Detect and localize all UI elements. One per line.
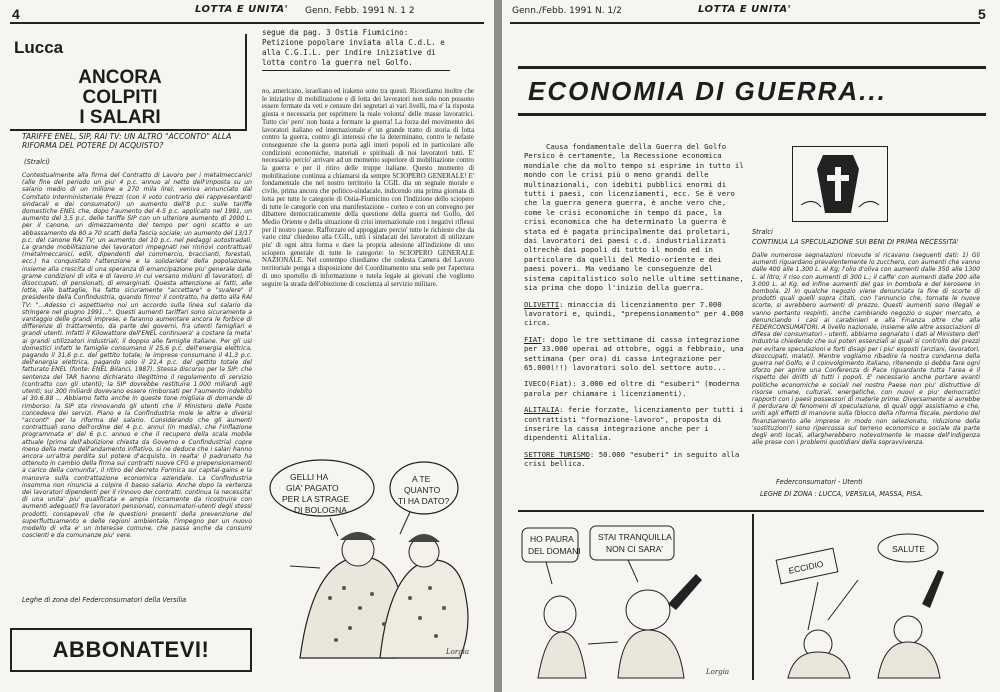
article-subhead: TARIFFE ENEL, SIP, RAI TV: UN ALTRO "ACCONTO" ALLA RIFORMA DEL POTERE DI ACQUISTO? [22, 132, 232, 150]
svg-text:DI BOLOGNA: DI BOLOGNA [294, 505, 347, 515]
cartoon-separator [752, 514, 754, 680]
news-item-olivetti: OLIVETTI: minaccia di licenziamento per 7.000 lavoratori e, quindi, "prepensionamento" per 4.000 circa. [524, 299, 744, 328]
svg-text:PER LA STRAGE: PER LA STRAGE [282, 494, 350, 504]
main-title: ECONOMIA DI GUERRA... [518, 66, 986, 116]
news-item-alitalia: ALITALIA: ferie forzate, licenziamento per tutti i contrattisti "formazione-lavoro", proposta di inserire la cassa integrazione anche per i dipendenti Alitalia. [524, 405, 744, 443]
svg-text:STAI TRANQUILLA: STAI TRANQUILLA [598, 532, 672, 542]
article-body-col2: no, americano, israeliano ed irakeno sono tra questi. Ricordiamo inoltre che le iniziative di mobilitazione e di lotta dei lavoratori non solo non possono essere fermate da veti e censure dei segretari ai vari livelli, ma e' la risposta giusta e necessaria per esprimere la reale volonta' delle masse lavoratrici. Tutto cio' pero' non basta a fermare la guerra! La forza del movimento dei lavoratori italiano ed internazionale e' un grande tratto di storia di lotta contro la guerra, contro gli interessi che la determinano, contro le nefaste conseguenze che la guerra porta agli interi popoli ed in particolare alle condizioni economiche, materiali e spirituali di noi lavoratori tutti. E' necessario percio' arrivare ad un momento superiore di mobilitazione contro la guerra e per il ritiro delle truppe italiane. Questo momento di mobilitazione continua a chiamarsi da sempre SCIOPERO GENERALE! E' fondamentale che nel nostro territorio la CGIL dia un segnale morale e civile, prima ancora che politico-sindacale, indicendo una prima giornata di lotta per tutte le categorie di Ostia-Fiumicino con l'indizione dello sciopero di tutte le categorie con una manifestazione - corteo e con un convegno per dibattere democraticamente della questione della guerra nel Golfo, del Medio Oriente e della situazione di crisi internazionale con i negativi riflessi per il nostro paese. Rafforzare ed appoggiare percio' tutte le richieste che da varie citta' chiedono alla CGIL, tutti i sindacati dei lavoratori di utilizzare piu' di ogni altra forma e dare la propria adesione all'indizione di uno sciopero generale di tutte le categorie: lo SCIOPERO GENERALE NAZIONALE. Nel contempo chiediamo che codesta Camera del Lavoro territoriale ponga a disposizione del Coordinamento una sede per l'apertura di uno sportello di informazione e tutela legale ai giovani che vogliono seguire la strada dell'obiezione di coscienza al servizio militare. [262, 88, 474, 288]
bubble-salute: SALUTE [892, 544, 926, 554]
side-signature-1: Federconsumatori - Utenti [776, 478, 863, 486]
article-byline: (Stralci) [24, 158, 50, 166]
left-page [0, 0, 494, 692]
side-article-title: CONTINUA LA SPECULAZIONE SUI BENI DI PRIMA NECESSITA' [752, 238, 959, 246]
cartoon-massacre-cheers [758, 520, 988, 680]
cartoon-fear-drawing [518, 514, 746, 682]
coffin-drawing [793, 147, 887, 221]
svg-text:TI HA DATO?: TI HA DATO? [398, 496, 450, 506]
header-rule-left [10, 22, 484, 24]
right-page [502, 0, 1000, 692]
headline-line-3: I SALARI [79, 107, 161, 128]
svg-text:HO PAURA: HO PAURA [530, 534, 574, 544]
cartoon-divider [518, 510, 984, 512]
svg-text:NON CI SARA': NON CI SARA' [606, 544, 663, 554]
header-date-left: Genn. Febb. 1991 N. 1 2 [305, 6, 415, 16]
cartoon-soldiers-drawing [260, 448, 486, 662]
cartoon-fear-tomorrow [518, 514, 746, 682]
svg-text:QUANTO: QUANTO [404, 485, 441, 495]
intro-paragraph: Causa fondamentale della Guerra del Golfo Persico è certamente, la Recessione economica mondiale che da molto tempo si esprime in tutto il mondo con le crisi più o meno grandi delle multinazionali, con idebiti pubblici enormi di tutti i paesi, con licenziamenti, ecc. Se è vero che la guerra genera guerra, è anche vero che, come le crisi economiche in tempo di pace, la crisi economica che ha determinato la guerra è stata ed è pagata principalmente dai proletari, dai lavoratori dei paesi c.d. industrializzati oltrechè dai popoli di tutto il mondo ed in particolare da quelli del Medio-oriente e dei paesi poveri. Ma vediamo le conseguenze del sistema capitalistico solo nelle ultime settimane, sia prima che dopo l'inizio della guerra. [524, 142, 744, 293]
svg-text:DEL DOMANI: DEL DOMANI [528, 546, 581, 556]
article-body-col1: Contestualmente alla firma del Contratto di Lavoro per i metalmeccanici (alle fine del periodo un piu' 4 p.c. annuo al netto dell'imposta su un salario medio di un milione e 270 mila lire), veniva annunciato dal Comitato Interministeriale Prezzi (con il voto contrario dei rappresentanti sindacali e dei consumatori) un aumento dell'8 p.c. sulle tariffe domestiche ENEL che, dopo l'aumento del 4-5 p.c. applicato nel 1991, un aumento del 3,5 p.c. delle tariffe SIP con un ulteriore aumento di 2000 L. per il canone, un dimezzamento del tempo per ogni scatto e un abbassamento da 80 a 70 scatti della fascia sociale; un aumento del 13/17 p.c. del canone RAI TV; un aumento del 10 p.c. nel pedaggi autostradali. La grande mobilitazione dei lavoratori impegnati nei rinnovi contrattuali (metalmeccanici, edili, dipendenti del commercio, braccianti, forestali, ecc.) ha conquistato l'attenzione e la solidarieta' della popolazione, insieme alla crescita di una speranza di emancipazione piu' generale dalle grame condizioni di vita e di lavoro in cui versano milioni di lavoratori, di disoccupati, di pensionati, di emarginati. Questa attenzione ai fatti, alle lotte, alle battaglie, ha fatto sicuramente "accettare" e "svalere" il presidente della Confindustria, quando firmo' il contratto, ha detto alla RAI TV: "...Adesso ci aspettiamo noi un accordo sulla linea sul salario da stringere nel giugno 1991...". Questi aumenti tariffari sono sicuramente a vantaggio delle grandi imprese, e faranno aumentare ancora le forbice di differenze di trattamento, da parte dei governi, fra utenti famigliari e grandi utenti. Infatti il Kilowattore dell'ENEL continuera' a costare la meta' ai grandi utilizzatori industriali, il doppio alle famiglie italiane. Per gli usi domestici infatti le famiglie consumano il 25,6 p.c. dell'energia elettrica, pagando il 31,6 p.c. del gettito totale; le imprese consumano il 41,3 p.c. dell'energia elettrica, pagando solo il 21,4 p.c. del gettito totale del fatturato ENEL (fonte: ENEL Bilanci, 1987). Stessa discorso per la SIP: che sentenza del TAR hanno dichiarato illegittimo il regolamento di servizio (contratto con gli utenti); la SIP dovrebbe restituire 1.000 miliardi agli utenti; sui 300 miliardi dovevano essere rimborsati per l'aumento indebito al 30.6.88 ... Abbiamo fatto anche in queste tone migliaia di domande di rimborso: la SIP sta rinnovando gli utenti che il Ministero delle Poste concedeva dei servizi. Piano e la Confindustria mole le altre e diversi "acconti" per la riforma del salario. Considerando che gli aumenti contrattuali sono dell'ordine del 4 p.c. annui (in media), che l'inflazione programmata e' del 6 p.c. annuo e che il recupero della scala mobile attuale (prima dell'abolizione chiesta da Governo e Confindustria) copre meno della meta' dell'andamento inflativo, si ne deduce che i salari hanno ancora un'altra perdita sul potere d'acquisto. In realta' il padronato ha ottenuto in cambio della firma sui contratti nuove CFG e prepensionamenti a carico della comunita', il ritiro del decreto Formica sui capital-gains e la manovra sulla contrattazione economica aziendale. La Confindustria insomma non rinuncia a colpire il basso salario. Anche dopo la vertenza dei lavoratori dipendenti per il rinnovo dei contratti, continua la necessita' di una unita' piu' qualificata e ampia (riccamente da ricostruire con aumenti adeguati) fra lavoratori pensionati, consumatori-utenti degli stessi prodotti, consapevoli che le questioni presenti della prevenzione del superfluttuamento e delle regioni ambientale, l'impegno per un nuovo modello di vita e' un interesse comune, che passa anche da consumi coscienti e da comunanze piu' vere. [22, 172, 252, 540]
header-rule-right [510, 22, 980, 24]
side-article-body: Dalle numerose segnalazioni ricevute si ricavano (seguenti dati: 1) Gli aumenti riguardano prevalentemente lo zucchero, con aumenti che vanno dalle 400 alle 1.300 L. al Kg; l'olio d'oliva con aumenti dalle 350 alle 1300 L. al litro; il riso con aumenti di 300 L.; il caffe' con aumenti dalle 200 alle 3.000 L. al Kg. ed infine aumenti del gas in bombola e del kerosene in bombola. 2) In qualche negozio viene denunciata la fine di scorte di prodotti quali quelli sopra citati, con l'annuncio che, tornate le nuove scorte, si avrebbero aumenti di prezzo. Questi aumenti sono illegali e vanno pertanto respinti, anche cambiando negozio o super mercato, e denunciando i casi ai carabinieri e alla Finanza oltre che alla FEDERCONSUMATORI. A livello nazionale, insieme alle altre associazioni di difesa dei consumatori - utenti, abbiamo segnalato i dati al Ministero dell' Industria chiedendo che sui poteri essenziali ai quali si controllo dei prezzi per evitare speculazioni e forti disagi per i piu' esposti (anziani, lavoratori, disoccupati, malati). Mentre vogliamo ribadire la nostra condanna della guerra nel Golfo, e il coinvolgimento italiano, ritenendo si debba fare ogni sforzo per aprire una Conferenza di Pace riguardante tutta l'area e il rispetto dei diritti di tutti i popoli. E' necessario anche portare avanti politiche economiche e sociali nel nostro Paese non piu' distruttive di risorse umane, culturali, energetiche, con nuovi e piu' democratici rapporti con i paesi possessori di materie prime. Diversamente si avrebbe il perdurare di fenomeni di speculazione, di quali oggi assistiamo e che, uniti agli effetti di manovre sulla (blocco della riforma fiscale, perdono del finanziamento alle imprese in modo non selezionato, riduzione della 'sostituzioni') sono ripercossa sul terreno economico e sociale da parte degli enti locali, allargherebbero notevolmente le masse dell'indigenza alle prese con i problemi quotidiani della sopravvivenza. [752, 252, 980, 447]
svg-text:GELLI HA: GELLI HA [290, 472, 329, 482]
page-number-left: 4 [12, 6, 20, 22]
coffin-illustration [792, 146, 888, 222]
header-date-right: Genn./Febb. 1991 N. 1/2 [512, 6, 622, 16]
headline-line-2: COLPITI [82, 87, 158, 108]
news-item-iveco: IVECO(Fiat): 3.000 ed oltre di "esuberi" (moderna parola per chiamare i licenziamenti). [524, 379, 740, 398]
cartoon-signature-right: Lorgia [706, 668, 730, 676]
page-gutter [494, 0, 502, 692]
svg-text:GIA' PAGATO: GIA' PAGATO [286, 483, 339, 493]
war-economy-article [524, 142, 746, 502]
sign-eccidio: ECCIDIO [787, 558, 825, 576]
subscribe-banner: ABBONATEVI! [10, 628, 252, 672]
section-name: Lucca [14, 38, 64, 57]
header-title-left: LOTTA E UNITA' [195, 4, 289, 15]
cartoon-massacre-drawing [758, 520, 988, 680]
page-number-right: 5 [978, 6, 986, 22]
article-signature: Leghe di zona del Federconsumatori della Versilia [22, 596, 187, 604]
header-title-right: LOTTA E UNITA' [698, 4, 792, 15]
news-item-fiat: FIAT: dopo le tre settimane di cassa integrazione per 33.000 operai ad ottobre, oggi a febbraio, una settimana (per ora) di cassa integrazione per 65.000(!!) lavoratori solo del settore auto... [524, 334, 744, 372]
side-byline: Stralci [752, 228, 773, 236]
side-signature-2: LEGHE DI ZONA : LUCCA, VERSILIA, MASSA, PISA. [760, 490, 924, 498]
svg-text:A TE: A TE [412, 474, 431, 484]
headline [60, 68, 180, 128]
news-item-turismo: SETTORE TURISMO: 50.000 "esuberi" in seguito alla crisi bellica. [524, 449, 740, 469]
headline-line-1: ANCORA [78, 67, 162, 88]
cartoon-soldiers [260, 448, 486, 662]
cartoon-signature: Lorgia [446, 648, 470, 656]
continuation-note: segue da pag. 3 Ostia Fiumicino: Petizione popolare inviata alla C.d.L. e alla C.G.I.L. per indire iniziative di lotta contro la guerra nel Golfo. [262, 28, 450, 71]
